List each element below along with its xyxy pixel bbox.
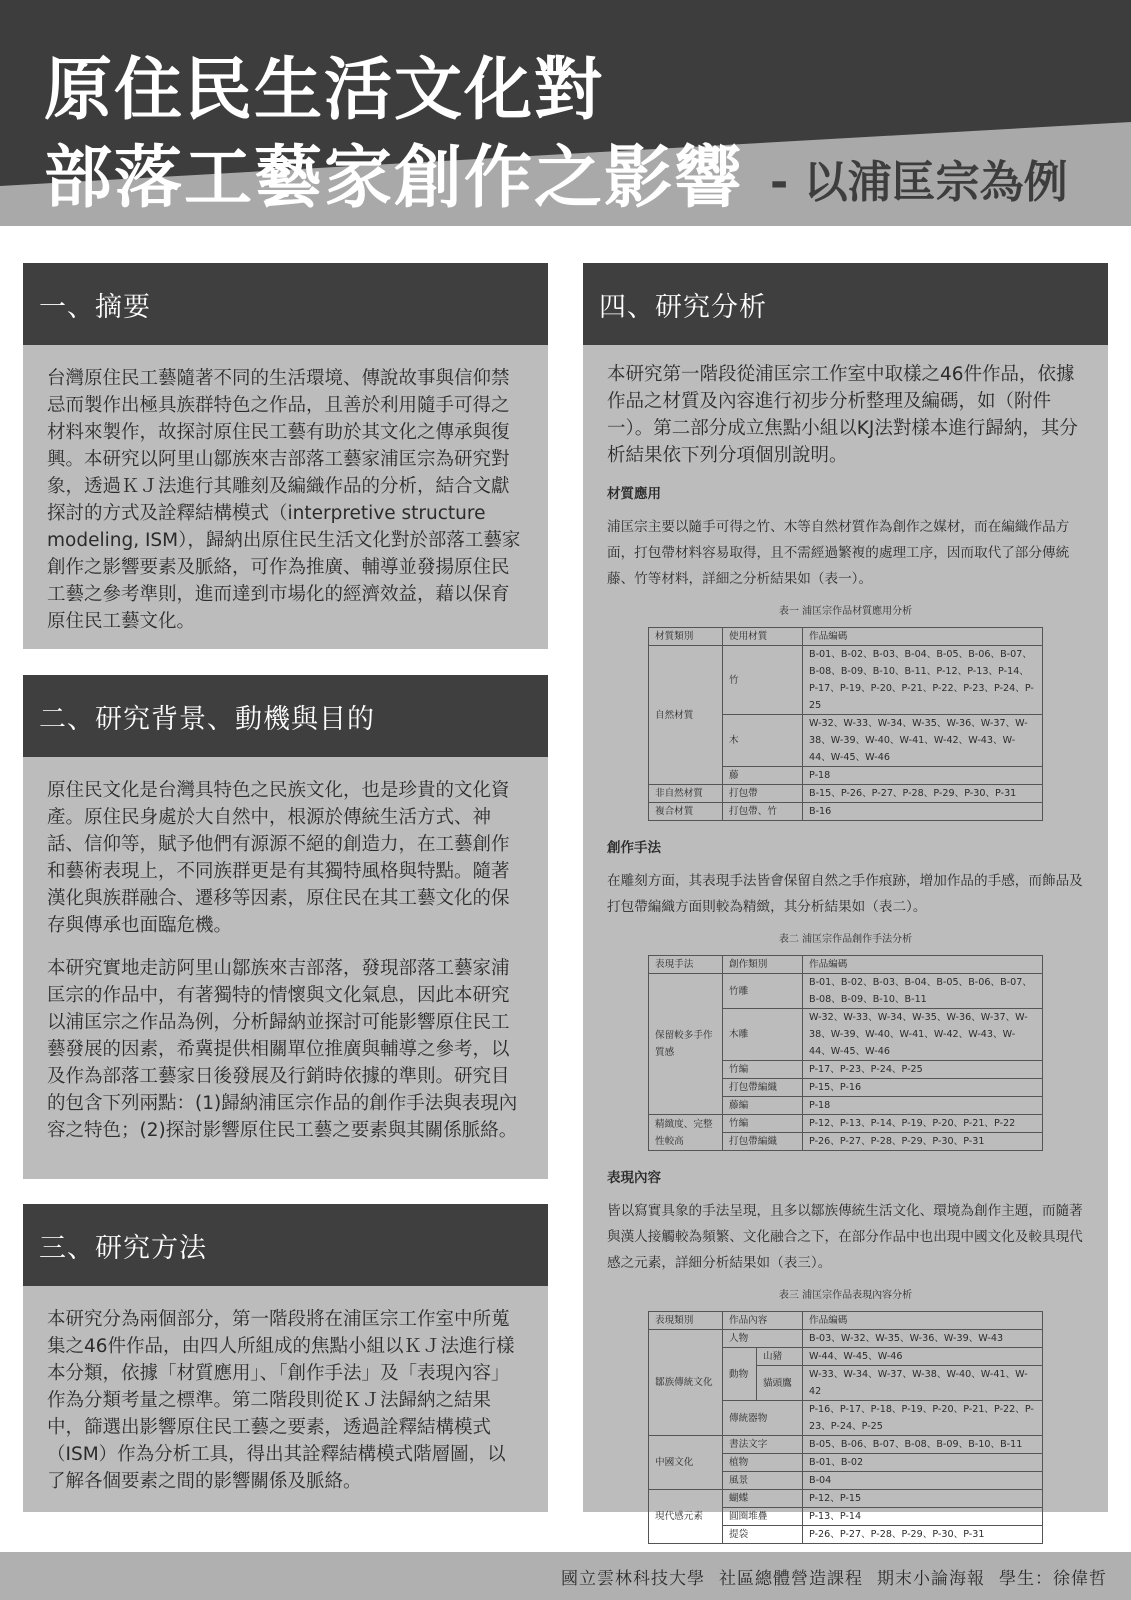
table-cell: 山豬	[757, 1348, 803, 1366]
table-cell: P-18	[803, 767, 1043, 785]
table1	[648, 627, 1043, 821]
table-cell: 蝴蝶	[723, 1490, 803, 1508]
table-cell: 鄒族傳統文化	[649, 1330, 723, 1436]
footer-type: 期末小論海報	[877, 1568, 985, 1589]
table-cell: 動物	[723, 1348, 757, 1401]
table-cell: 貓頭鷹	[757, 1366, 803, 1401]
table3	[648, 1311, 1043, 1544]
table-cell: 人物	[723, 1330, 803, 1348]
methods-heading: 三、研究方法	[23, 1204, 548, 1286]
table-cell: B-04	[803, 1472, 1043, 1490]
table-row	[649, 1490, 1043, 1508]
table-row	[649, 785, 1043, 803]
analysis-card	[583, 263, 1108, 1540]
table-header-cell: 創作類別	[723, 956, 803, 974]
methods-text: 本研究分為兩個部分，第一階段將在浦匡宗工作室中所蒐集之46件作品，由四人所組成的焦點小組以ＫＪ法進行樣本分類，依據「材質應用」、「創作手法」及「表現內容」作為分類考量之標準。第二階段則從ＫＪ法歸納之結果中，篩選出影響原住民工藝之要素，透過詮釋結構模式（ISM）作為分析工具，得出其詮釋結構模式階層圖，以了解各個要素之間的影響關係及脈絡。	[47, 1309, 515, 1492]
poster-subtitle: - 以浦匡宗為例	[770, 157, 1068, 208]
table-cell: 書法文字	[723, 1436, 803, 1454]
table-header-cell: 表現類別	[649, 1312, 723, 1330]
table-cell: 保留較多手作質感	[649, 974, 723, 1115]
table-header-cell: 表現手法	[649, 956, 723, 974]
table-cell: P-12、P-15	[803, 1490, 1043, 1508]
table-cell: 植物	[723, 1454, 803, 1472]
table-cell: 竹雕	[723, 974, 803, 1009]
table-cell: P-12、P-13、P-14、P-19、P-20、P-21、P-22	[803, 1115, 1043, 1133]
table-cell: 自然材質	[649, 646, 723, 785]
table-cell: 風景	[723, 1472, 803, 1490]
table-cell: P-15、P-16	[803, 1079, 1043, 1097]
background-card	[23, 675, 548, 1179]
background-paragraph-1: 原住民文化是台灣具特色之民族文化，也是珍貴的文化資產。原住民身處於大自然中，根源於傳統生活方式、神話、信仰等，賦予他們有源源不絕的創造力，在工藝創作和藝術表現上，不同族群更是有其獨特風格與特點。隨著漢化與族群融合、遷移等因素，原住民在其工藝文化的保存與傳承也面臨危機。	[47, 780, 510, 936]
table-cell: P-26、P-27、P-28、P-29、P-30、P-31	[803, 1133, 1043, 1151]
table-cell: P-26、P-27、P-28、P-29、P-30、P-31	[803, 1526, 1043, 1544]
footer-student: 學生：徐偉哲	[999, 1568, 1107, 1589]
table-cell: 傳統器物	[723, 1401, 803, 1436]
table-header-cell: 作品編碼	[803, 956, 1043, 974]
content-text: 皆以寫實具象的手法呈現，且多以鄒族傳統生活文化、環境為創作主題，而隨著與漢人接觸較為頻繁、文化融合之下，在部分作品中也出現中國文化及較具現代感之元素，詳細分析結果如（表三）。	[607, 1203, 1083, 1271]
table-row	[649, 646, 1043, 715]
poster-title-line1: 原住民生活文化對	[44, 51, 605, 130]
table-row	[649, 1436, 1043, 1454]
poster-title-line2: 部落工藝家創作之影響	[44, 139, 745, 218]
table-header-cell: 材質類別	[649, 628, 723, 646]
footer	[0, 1552, 1131, 1600]
table-cell: W-32、W-33、W-34、W-35、W-36、W-37、W-38、W-39、W-40、W-41、W-42、W-43、W-44、W-45、W-46	[803, 715, 1043, 767]
table-cell: 藤	[723, 767, 803, 785]
table2-caption: 表二 浦匡宗作品創作手法分析	[778, 934, 913, 945]
table-cell: 精緻度、完整性較高	[649, 1115, 723, 1151]
table-header-row	[649, 1312, 1043, 1330]
analysis-intro: 本研究第一階段從浦匡宗工作室中取樣之46件作品，依據作品之材質及內容進行初步分析整理及編碼，如（附件一）。第二部分成立焦點小組以KJ法對樣本進行歸納，其分析結果依下列分項個別說明。	[607, 364, 1078, 466]
technique-title: 創作手法	[607, 840, 661, 856]
table3-caption: 表三 浦匡宗作品表現內容分析	[778, 1290, 913, 1301]
table-row	[649, 974, 1043, 1009]
table-cell: 打包帶	[723, 785, 803, 803]
table-header-row	[649, 628, 1043, 646]
methods-card	[23, 1204, 548, 1512]
abstract-heading: 一、摘要	[23, 263, 548, 345]
table-cell: 現代感元素	[649, 1490, 723, 1544]
material-title: 材質應用	[607, 486, 661, 502]
footer-school: 國立雲林科技大學	[561, 1568, 705, 1589]
table-cell: 木	[723, 715, 803, 767]
table-cell: P-17、P-23、P-24、P-25	[803, 1061, 1043, 1079]
table-cell: W-33、W-34、W-37、W-38、W-40、W-41、W-42	[803, 1366, 1043, 1401]
table-cell: 圓圈堆疊	[723, 1508, 803, 1526]
table-cell: 中國文化	[649, 1436, 723, 1490]
analysis-heading: 四、研究分析	[583, 263, 1108, 345]
table-row	[649, 1115, 1043, 1133]
background-paragraph-2: 本研究實地走訪阿里山鄒族來吉部落，發現部落工藝家浦匡宗的作品中，有著獨特的情懷與文化氣息，因此本研究以浦匡宗之作品為例，分析歸納並探討可能影響原住民工藝發展的因素，希冀提供相關單位推廣與輔導之參考，以及作為部落工藝家日後發展及行銷時依據的準則。研究目的包含下列兩點：(1)歸納浦匡宗作品的創作手法與表現內容之特色；(2)探討影響原住民工藝之要素與其關係脈絡。	[47, 958, 518, 1141]
table-row	[649, 1330, 1043, 1348]
footer-course: 社區總體營造課程	[719, 1568, 863, 1589]
table2	[648, 955, 1043, 1151]
table-cell: 竹	[723, 646, 803, 715]
table-cell: 打包帶、竹	[723, 803, 803, 821]
table-row	[649, 803, 1043, 821]
table-cell: B-16	[803, 803, 1043, 821]
table-cell: B-15、P-26、P-27、P-28、P-29、P-30、P-31	[803, 785, 1043, 803]
table-cell: B-01、B-02、B-03、B-04、B-05、B-06、B-07、B-08、B-09、B-10、B-11	[803, 974, 1043, 1009]
table-cell: 非自然材質	[649, 785, 723, 803]
table-cell: 複合材質	[649, 803, 723, 821]
table-header-cell: 使用材質	[723, 628, 803, 646]
table-cell: 木雕	[723, 1009, 803, 1061]
table-cell: P-13、P-14	[803, 1508, 1043, 1526]
background-heading: 二、研究背景、動機與目的	[23, 675, 548, 757]
table-cell: 提袋	[723, 1526, 803, 1544]
material-text: 浦匡宗主要以隨手可得之竹、木等自然材質作為創作之媒材，而在編織作品方面，打包帶材料容易取得，且不需經過繁複的處理工序，因而取代了部分傳統藤、竹等材料，詳細之分析結果如（表一）。	[607, 519, 1070, 587]
abstract-card	[23, 263, 548, 649]
table-cell: 打包帶編織	[723, 1079, 803, 1097]
technique-text: 在雕刻方面，其表現手法皆會保留自然之手作痕跡，增加作品的手感，而飾品及打包帶編織方面則較為精緻，其分析結果如（表二）。	[607, 873, 1083, 915]
table1-caption: 表一 浦匡宗作品材質應用分析	[778, 606, 913, 617]
table-cell: B-01、B-02	[803, 1454, 1043, 1472]
table-cell: 打包帶編織	[723, 1133, 803, 1151]
table-cell: B-05、B-06、B-07、B-08、B-09、B-10、B-11	[803, 1436, 1043, 1454]
table-cell: B-03、W-32、W-35、W-36、W-39、W-43	[803, 1330, 1043, 1348]
table-cell: 藤編	[723, 1097, 803, 1115]
table-cell: P-16、P-17、P-18、P-19、P-20、P-21、P-22、P-23、P-24、P-25	[803, 1401, 1043, 1436]
table-header-cell: 作品編碼	[803, 628, 1043, 646]
table-cell: W-32、W-33、W-34、W-35、W-36、W-37、W-38、W-39、W-40、W-41、W-42、W-43、W-44、W-45、W-46	[803, 1009, 1043, 1061]
table-header-row	[649, 956, 1043, 974]
table-cell: 竹編	[723, 1115, 803, 1133]
table-header-cell: 作品編碼	[803, 1312, 1043, 1330]
table-cell: W-44、W-45、W-46	[803, 1348, 1043, 1366]
table-cell: 竹編	[723, 1061, 803, 1079]
table-header-cell: 作品內容	[723, 1312, 803, 1330]
table-cell: B-01、B-02、B-03、B-04、B-05、B-06、B-07、B-08、B-09、B-10、B-11、P-12、P-13、P-14、P-17、P-19、P-20、P-21、P-22、P-23、P-24、P-25	[803, 646, 1043, 715]
table-cell: P-18	[803, 1097, 1043, 1115]
abstract-text: 台灣原住民工藝隨著不同的生活環境、傳說故事與信仰禁忌而製作出極具族群特色之作品，且善於利用隨手可得之材料來製作，故探討原住民工藝有助於其文化之傳承與復興。本研究以阿里山鄒族來吉部落工藝家浦匡宗為研究對象，透過ＫＪ法進行其雕刻及編織作品的分析，結合文獻探討的方式及詮釋結構模式（interpretive structure modeling, ISM），歸納出原住民生活文化對於部落工藝家創作之影響要素及脈絡，可作為推廣、輔導並發揚原住民工藝之參考準則，進而達到市場化的經濟效益，藉以保育原住民工藝文化。	[47, 368, 521, 632]
content-title: 表現內容	[607, 1170, 661, 1186]
